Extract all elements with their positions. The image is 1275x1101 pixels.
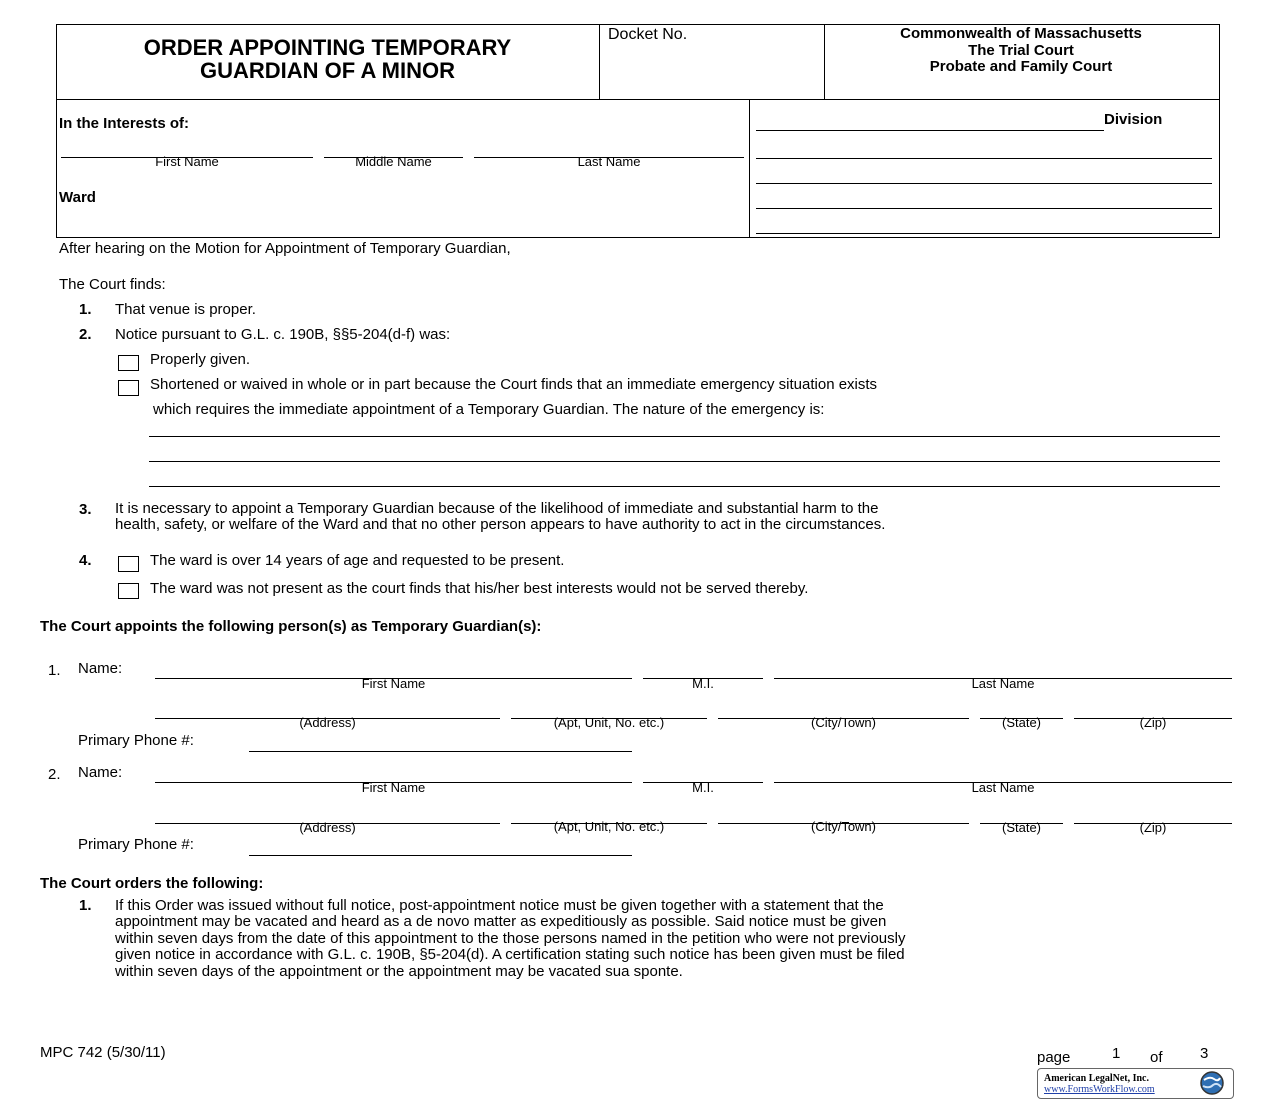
order-1-text-line1: If this Order was issued without full notice, post-appointment notice must be given together with a statement that the xyxy=(115,897,884,914)
properly-given-checkbox[interactable] xyxy=(118,355,139,371)
publisher-logo[interactable] xyxy=(1037,1068,1234,1099)
guardian-2-mi-caption: M.I. xyxy=(692,780,714,795)
guardian-2-phone-input[interactable] xyxy=(249,837,632,856)
ward-present-checkbox[interactable] xyxy=(118,556,139,572)
properly-given-label: Properly given. xyxy=(150,351,251,368)
form-id: MPC 742 (5/30/11) xyxy=(40,1044,166,1061)
emergency-nature-line3-input[interactable] xyxy=(149,468,1220,487)
order-1-number: 1. xyxy=(79,897,92,914)
finding-3-number: 3. xyxy=(79,501,92,518)
court-address-line1-input[interactable] xyxy=(756,140,1212,159)
finding-1-number: 1. xyxy=(79,301,92,318)
guardian-1-number: 1. xyxy=(48,662,61,679)
order-1-text-line4: given notice in accordance with G.L. c. 190B, §5-204(d). A certification stating such notice has been given must be filed xyxy=(115,946,905,963)
finding-2-text: Notice pursuant to G.L. c. 190B, §§5-204(d-f) was: xyxy=(115,326,451,343)
guardian-1-phone-input[interactable] xyxy=(249,733,632,752)
guardian-2-first-name-caption: First Name xyxy=(361,780,426,795)
finding-3-text-line1: It is necessary to appoint a Temporary Guardian because of the likelihood of immediate and substantial harm to the xyxy=(115,500,879,517)
emergency-nature-line1-input[interactable] xyxy=(149,418,1220,437)
order-1-text-line5: within seven days of the appointment or the appointment may be vacated sua sponte. xyxy=(115,963,683,980)
division-label: Division xyxy=(1104,111,1163,128)
emergency-nature-line2-input[interactable] xyxy=(149,443,1220,462)
court-address-line4-input[interactable] xyxy=(756,215,1212,234)
guardian-1-zip-caption: (Zip) xyxy=(1139,715,1167,730)
shortened-waived-label-line1: Shortened or waived in whole or in part because the Court finds that an immediate emergency situation exists xyxy=(150,376,878,393)
form-title-line2: GUARDIAN OF A MINOR xyxy=(199,58,456,83)
guardian-1-mi-caption: M.I. xyxy=(692,676,714,691)
guardian-1-phone-label: Primary Phone #: xyxy=(78,732,194,749)
finding-2-number: 2. xyxy=(79,326,92,343)
docket-label: Docket No. xyxy=(608,26,688,43)
ward-present-label: The ward is over 14 years of age and requested to be present. xyxy=(150,552,565,569)
appoint-heading: The Court appoints the following person(s) as Temporary Guardian(s): xyxy=(40,618,542,635)
page-total: 3 xyxy=(1200,1045,1209,1062)
guardian-2-last-name-caption: Last Name xyxy=(971,780,1035,795)
court-address-line2-input[interactable] xyxy=(756,165,1212,184)
finding-3-text-line2: health, safety, or welfare of the Ward and that no other person appears to have authority to act in the circumstances. xyxy=(115,516,886,533)
form-title-line1: ORDER APPOINTING TEMPORARY xyxy=(143,35,512,60)
finding-4-number: 4. xyxy=(79,552,92,569)
order-1-text-line2: appointment may be vacated and heard as a de novo matter as expeditiously as possible. Said notice must be given xyxy=(115,913,887,930)
order-1-text-line3: within seven days from the date of this appointment to the those persons named in the petition who were not previously xyxy=(115,930,906,947)
header-col-divider-1 xyxy=(599,24,600,99)
header-col-divider-3 xyxy=(749,99,750,237)
court-line2: The Trial Court xyxy=(968,42,1074,59)
shortened-waived-label-line2: which requires the immediate appointment of a Temporary Guardian. The nature of the emergency is: xyxy=(153,401,825,418)
guardian-1-apt-caption: (Apt, Unit, No. etc.) xyxy=(553,715,665,730)
ward-first-name-caption: First Name xyxy=(155,154,219,169)
interests-label: In the Interests of: xyxy=(59,115,190,132)
court-address-line3-input[interactable] xyxy=(756,190,1212,209)
finding-1-text: That venue is proper. xyxy=(115,301,256,318)
docket-number-input[interactable] xyxy=(610,60,810,78)
guardian-1-name-label: Name: xyxy=(78,660,123,677)
logo-line1: American LegalNet, Inc. xyxy=(1044,1073,1149,1084)
guardian-1-last-name-caption: Last Name xyxy=(971,676,1035,691)
guardian-2-address-caption: (Address) xyxy=(299,820,356,835)
guardian-2-name-label: Name: xyxy=(78,764,123,781)
globe-icon xyxy=(1198,1070,1226,1096)
guardian-2-city-caption: (City/Town) xyxy=(810,819,876,834)
guardian-1-address-caption: (Address) xyxy=(299,715,356,730)
ward-last-name-caption: Last Name xyxy=(577,154,641,169)
guardian-2-phone-label: Primary Phone #: xyxy=(78,836,194,853)
court-finds-label: The Court finds: xyxy=(59,276,166,293)
guardian-2-zip-caption: (Zip) xyxy=(1139,820,1167,835)
orders-heading: The Court orders the following: xyxy=(40,875,264,892)
ward-label: Ward xyxy=(59,189,96,206)
page-number: 1 xyxy=(1112,1045,1121,1062)
hearing-statement: After hearing on the Motion for Appointment of Temporary Guardian, xyxy=(59,240,511,257)
guardian-1-state-caption: (State) xyxy=(1001,715,1041,730)
ward-not-present-checkbox[interactable] xyxy=(118,583,139,599)
guardian-2-apt-caption: (Apt, Unit, No. etc.) xyxy=(553,819,665,834)
header-row-divider xyxy=(56,99,1219,100)
court-line1: Commonwealth of Massachusetts xyxy=(900,25,1142,42)
guardian-2-state-caption: (State) xyxy=(1001,820,1041,835)
ward-not-present-label: The ward was not present as the court finds that his/her best interests would not be served thereby. xyxy=(150,580,809,597)
header-col-divider-2 xyxy=(824,24,825,99)
logo-line2: www.FormsWorkFlow.com xyxy=(1044,1084,1155,1095)
division-input[interactable] xyxy=(756,112,1104,131)
shortened-waived-checkbox[interactable] xyxy=(118,380,139,396)
guardian-1-first-name-caption: First Name xyxy=(361,676,426,691)
of-label: of xyxy=(1150,1049,1163,1066)
court-line3: Probate and Family Court xyxy=(929,58,1113,75)
page-label: page xyxy=(1037,1049,1071,1066)
ward-middle-name-caption: Middle Name xyxy=(355,154,432,169)
guardian-2-number: 2. xyxy=(48,766,61,783)
guardian-1-city-caption: (City/Town) xyxy=(810,715,876,730)
